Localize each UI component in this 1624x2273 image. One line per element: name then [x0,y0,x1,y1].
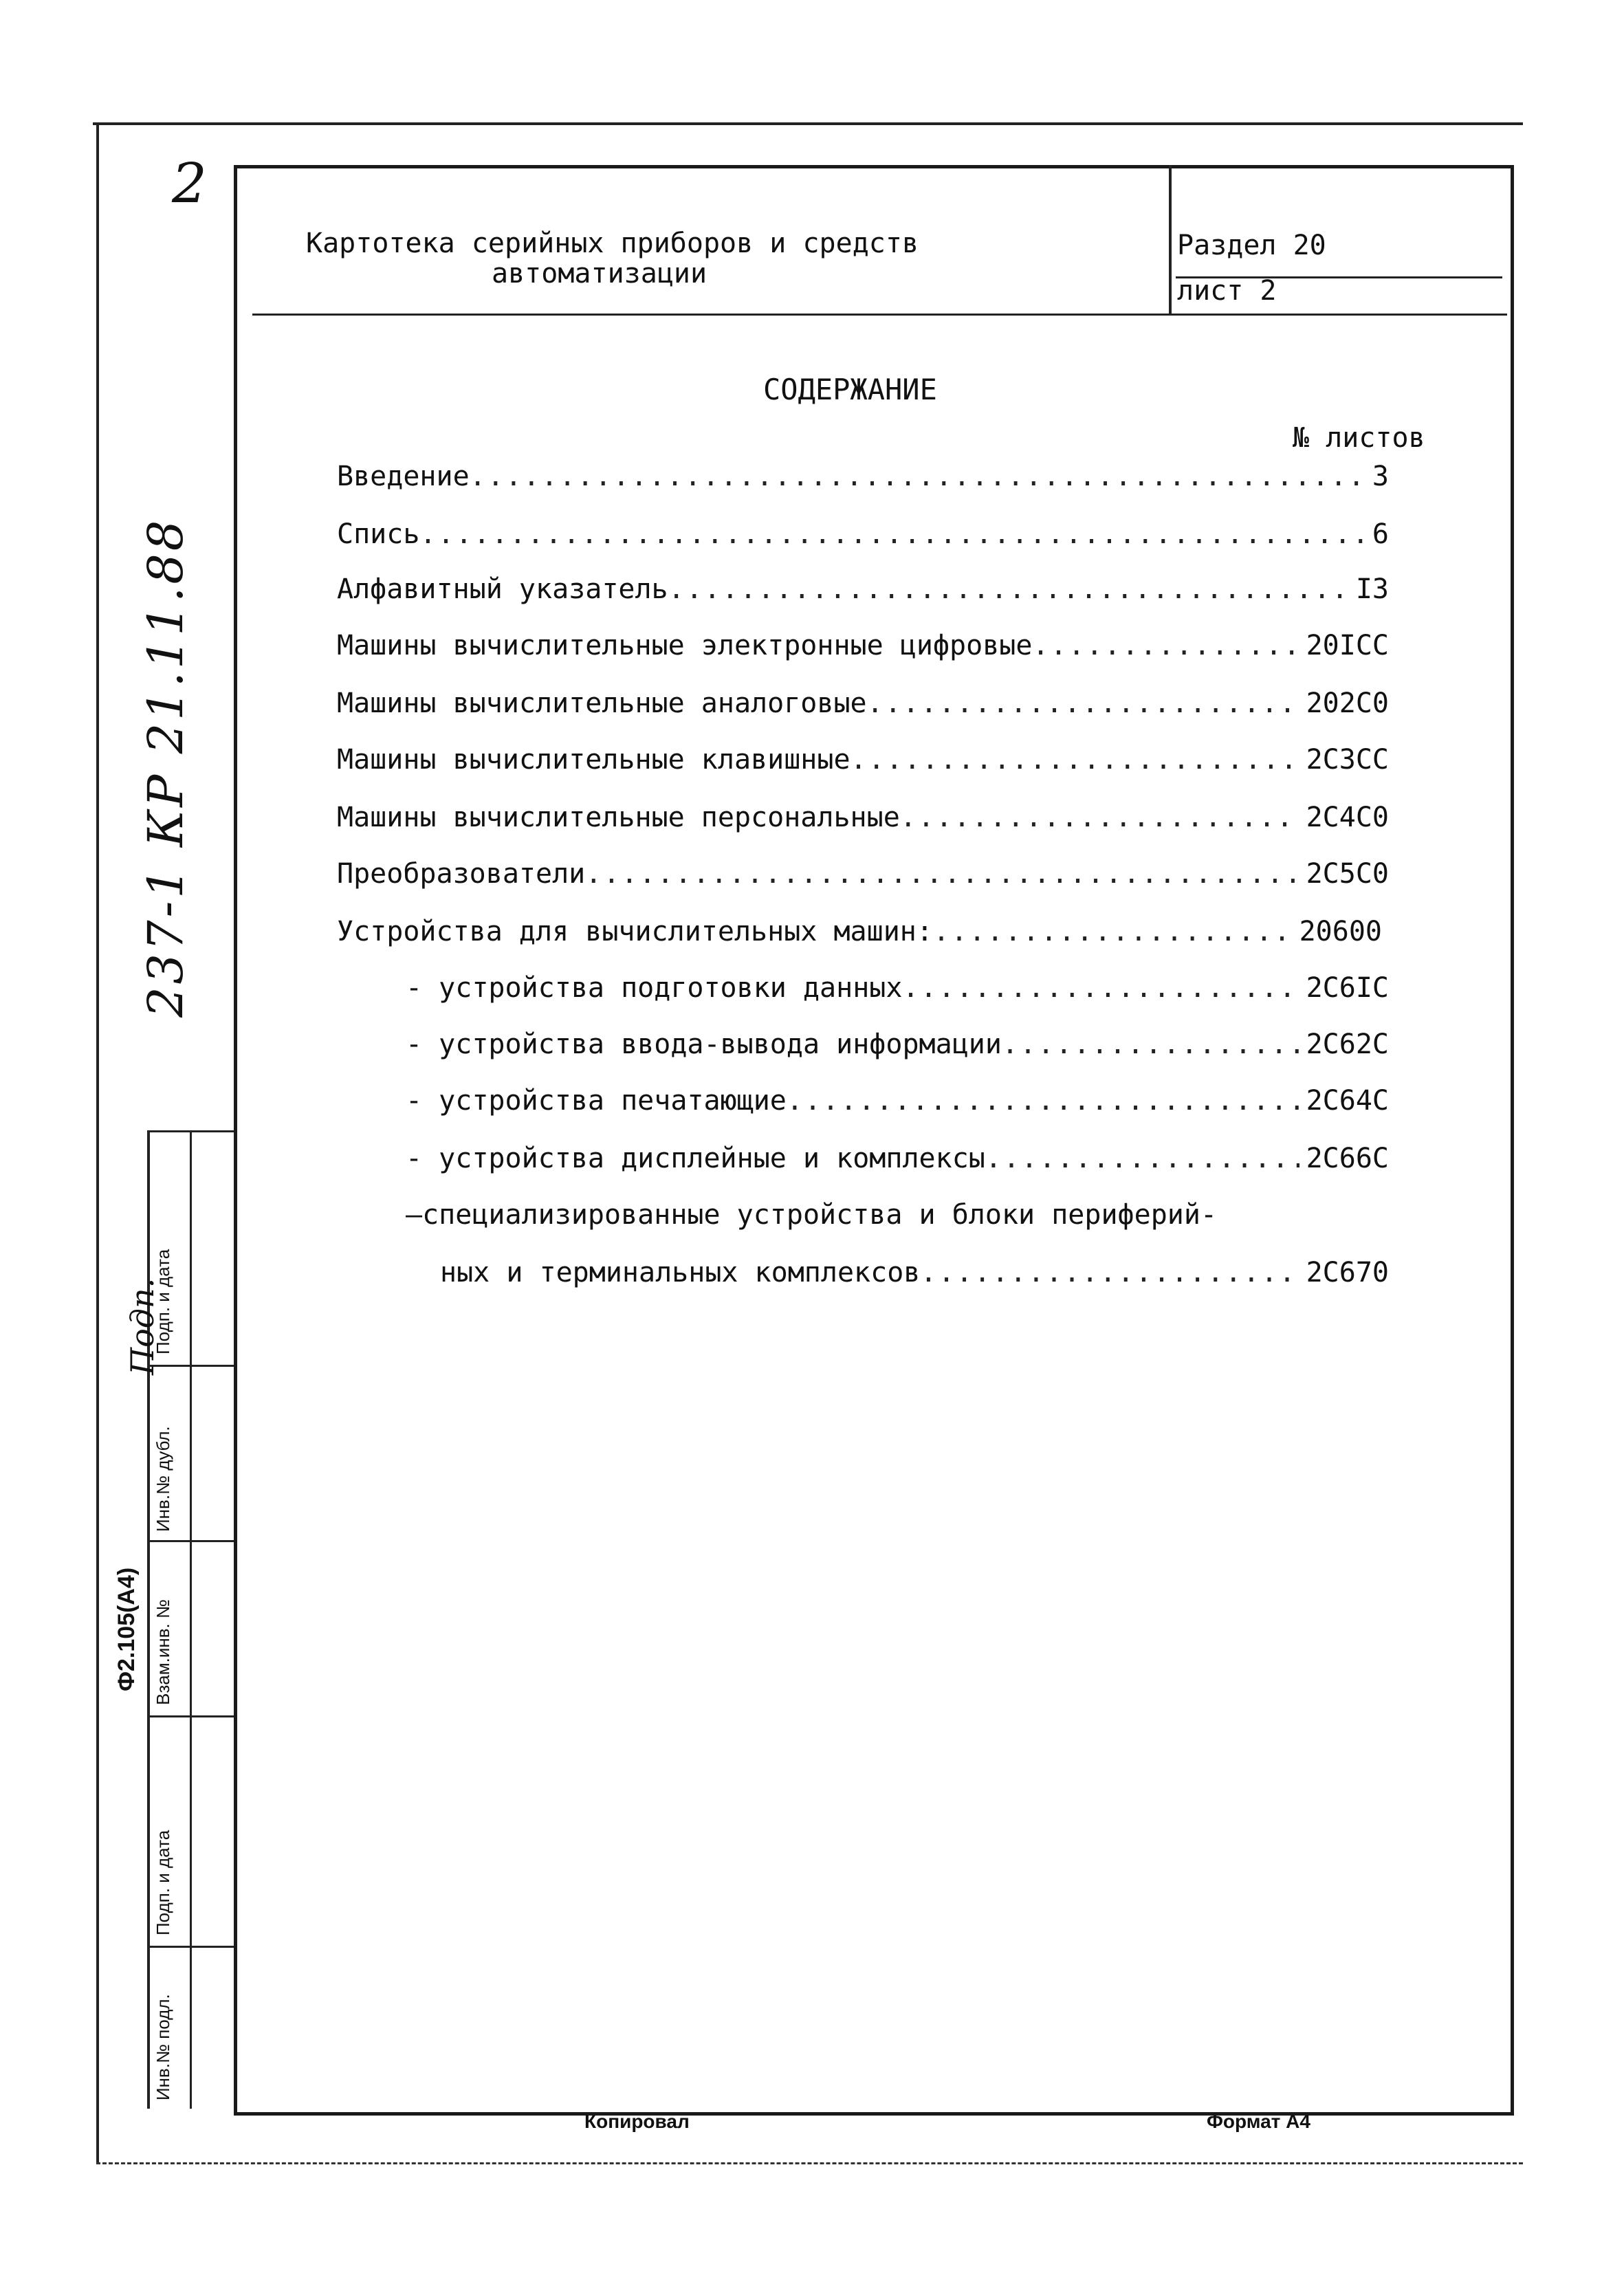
stamp-label-replace-inv: Взам.инв. № [153,1599,173,1705]
toc-leader-dots [1032,628,1299,663]
side-stamp-line [147,1540,234,1542]
toc-item-label: Введение [337,461,470,492]
outer-top-border [93,122,1523,125]
signature: Подп. [124,1277,161,1375]
toc-item-label: - устройства печатающие [406,1085,787,1117]
toc-item [406,1198,1368,1232]
toc-leader-dots [1002,1027,1299,1062]
side-stamp-line [147,1130,234,1132]
toc-item [406,1027,1389,1062]
toc-leader-dots [900,800,1299,835]
stamp-label-sign-date-2: Подп. и дата [153,1249,173,1354]
section-label: Раздел 20 [1177,230,1326,261]
main-frame [234,165,1514,2116]
document-title [306,228,1117,289]
toc-item-sheet-number: 20IСС [1306,630,1389,661]
toc-item-sheet-number: 2С4С0 [1306,802,1389,833]
toc-item-label: - устройства подготовки данных [406,972,903,1004]
toc-item-sheet-number: 2С5С0 [1306,858,1389,890]
toc-item-sheet-number: 2С670 [1306,1257,1389,1288]
toc-leader-dots [787,1084,1299,1118]
toc-heading: СОДЕРЖАНИЕ [763,373,937,406]
toc-item-sheet-number: 2С66С [1306,1143,1389,1174]
stamp-label-sign-date: Подп. и дата [153,1830,173,1935]
toc-item [440,1255,1389,1290]
header-divider [1169,165,1172,314]
toc-item-label: Алфавитный указатель [337,573,668,605]
sheet-label: лист 2 [1177,275,1277,307]
toc-item-sheet-number: 202С0 [1306,688,1389,719]
toc-item [337,572,1389,606]
side-stamp-line [147,1715,234,1717]
toc-item [337,914,1382,949]
toc-item-label: ных и терминальных комплексов [440,1257,921,1288]
toc-item-label: Преобразователи [337,858,586,890]
form-code: Ф2.105(А4) [113,1567,140,1691]
toc-item-sheet-number: 2С6IС [1306,972,1389,1004]
toc-item-sheet-number: 3 [1372,461,1389,492]
document-title-line1: Картотека серийных приборов и средств [306,228,919,259]
footer-copied: Копировал [584,2111,690,2132]
toc-leader-dots [419,517,1365,551]
toc-item [337,857,1389,891]
toc-leader-dots [585,857,1299,891]
toc-item [337,686,1389,721]
toc-item [406,1084,1389,1118]
toc-column-label: № листов [1293,422,1425,454]
side-stamp-divider [190,1130,192,2109]
header-separator [252,314,1507,316]
toc-leader-dots [867,686,1299,721]
toc-item-sheet-number: 6 [1372,518,1389,550]
toc-item-label: Машины вычислительные персональные [337,802,900,833]
toc-leader-dots [920,1255,1299,1290]
toc-item [337,743,1389,777]
toc-item-label: - устройства дисплейные и комплексы [406,1143,985,1174]
toc-leader-dots [470,459,1365,494]
toc-item [406,971,1389,1005]
toc-item [337,459,1389,494]
footer-format: Формат А4 [1207,2111,1310,2132]
outer-left-border [96,124,99,2162]
toc-leader-dots [933,914,1293,949]
page-number-handwritten: 2 [172,151,207,215]
side-stamp-line [147,1946,234,1948]
toc-leader-dots [902,971,1299,1005]
toc-item-sheet-number: I3 [1355,573,1389,605]
toc-item-label: Устройства для вычислительных машин: [337,916,933,947]
toc-item-sheet-number: 2С62С [1306,1029,1389,1060]
toc-item-label: Спись [337,518,420,550]
toc-item-label: - устройства ввода-вывода информации [406,1029,1002,1060]
toc-item [337,800,1389,835]
document-title-line2: автоматизации [492,258,707,289]
toc-item-label: Машины вычислительные клавишные [337,744,851,776]
toc-leader-dots [851,743,1299,777]
toc-leader-dots [668,572,1349,606]
outer-bottom-border [96,2162,1523,2164]
toc-item-sheet-number: 2С64С [1306,1085,1389,1117]
toc-leader-dots [985,1141,1299,1176]
toc-item-label: —специализированные устройства и блоки периферий- [406,1199,1218,1231]
toc-item-sheet-number: 20600 [1299,916,1382,947]
stamp-label-inv-duplicate: Инв.№ дубл. [153,1426,173,1532]
toc-item-label: Машины вычислительные электронные цифровые [337,630,1033,661]
toc-item-sheet-number: 2С3СС [1306,744,1389,776]
toc-item [337,628,1389,663]
toc-item-label: Машины вычислительные аналоговые [337,688,867,719]
toc-item [406,1141,1389,1176]
handwritten-registration: 237-1 КР 21.11.88 [138,517,194,1018]
toc-item [337,517,1389,551]
stamp-label-inv-original: Инв.№ подл. [153,1994,173,2100]
